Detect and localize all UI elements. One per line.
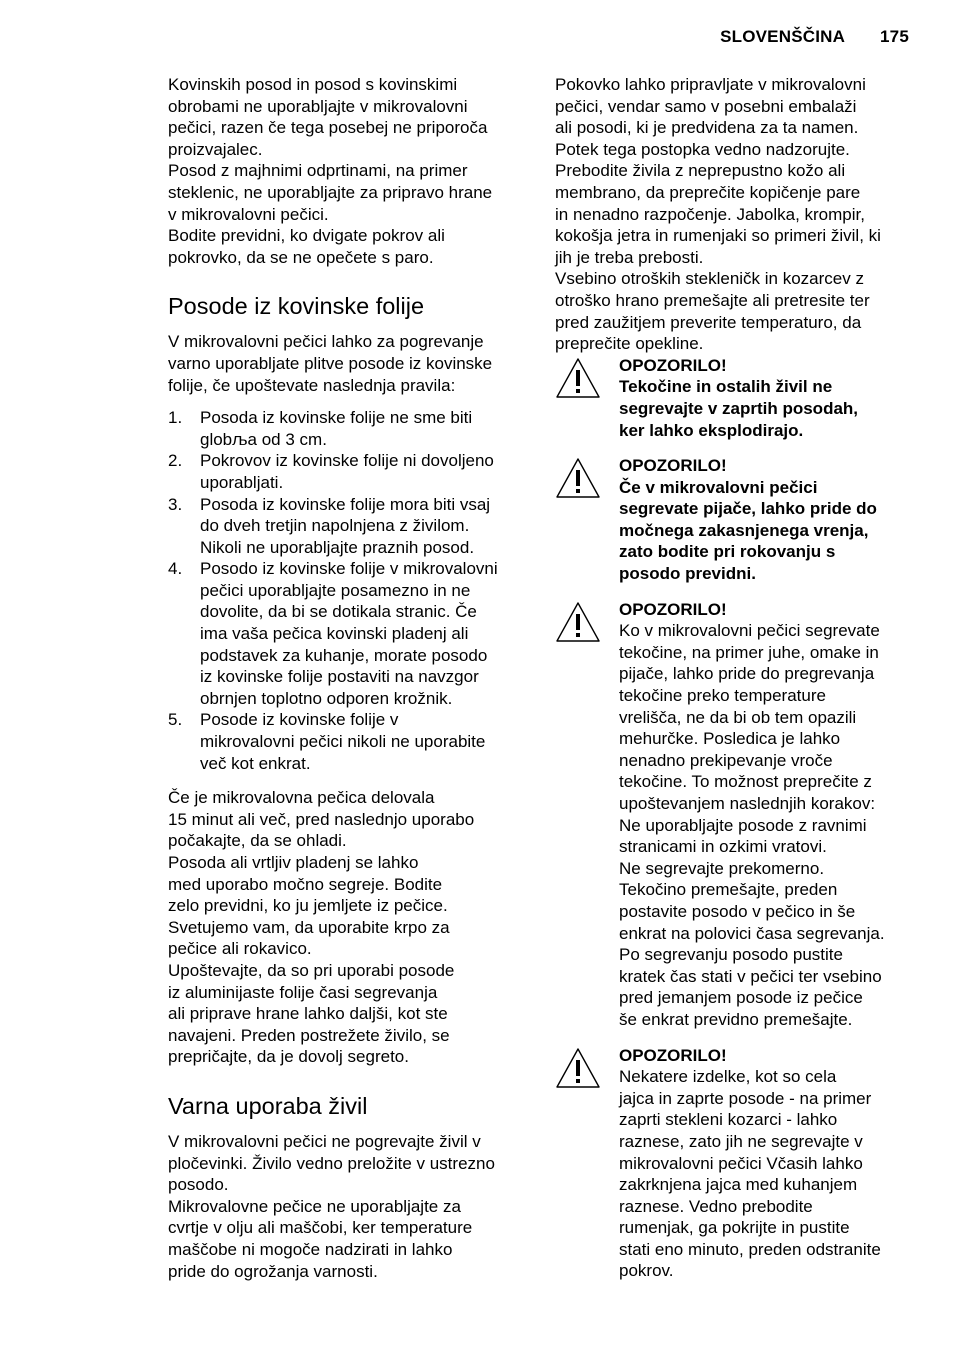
cooling-paragraph: Če je mikrovalovna pečica delovala 15 minut ali več, pred naslednjo uporabo počakajte, da se ohladi. Posoda ali vrtljiv pladenj se lahko med uporabo močno segreje. Bodite zelo previdni, ko ju jemljete iz pečice. Svetujemo vam, da uporabite krpo za pečice ali rokavico. Upoštevajte, da so pri uporabi posode iz aluminijaste folije časi segrevanja ali priprave hrane lahko daljši, kot ste navajeni. Preden postrežete živilo, se prepričajte, da je dovolj segreto.	[168, 788, 475, 1067]
left-column	[168, 74, 524, 1282]
warning-text: Ko v mikrovalovni pečici segrevate tekočine, na primer juhe, omake in pijače, lahko pride do pregrevanja tekočine preko temperature vrelišča, ne da bi ob tem opazili mehurčke. Posledica je lahko nenadno prekipevanje vroče tekočine. To možnost preprečite z upoštevanjem naslednjih korakov: Ne uporabljajte posode z ravnimi stranicami in ozkimi vratovi. Ne segrevajte prekomerno. Tekočino premešajte, preden postavite posodo v pečico in še enkrat na polovici časa segrevanja. Po segrevanju posodo pustite kratek čas stati v pečici ter vsebino pred jemanjem posode iz pečice še enkrat previdno premešajte.	[619, 621, 885, 1029]
warning-title: OPOZORILO!	[619, 456, 727, 476]
warning-text: Tekočine in ostalih živil ne segrevajte v zaprtih posodah, ker lahko eksplodirajo.	[619, 377, 859, 440]
list-item-text: Posode iz kovinske folije v mikrovalovni pečici nikoli ne uporabite več kot enkrat.	[200, 710, 486, 773]
warning-triangle-icon	[555, 601, 601, 643]
list-number: 5.	[168, 710, 183, 730]
intro-paragraph: Kovinskih posod in posod s kovinskimi obrobami ne uporabljajte v mikrovalovni pečici, razen če tega posebej ne priporoča proizvajalec. Posod z majhnimi odprtinami, na primer steklenic, ne uporabljajte za pripravo hrane v mikrovalovni pečici. Bodite previdni, ko dvigate pokrov ali pokrovko, da se ne opečete s paro.	[168, 75, 493, 267]
warning-triangle-icon	[555, 457, 601, 499]
list-item-text: Posoda iz kovinske folije ne sme biti globља od 3 cm.	[200, 408, 473, 449]
warning-block	[555, 599, 911, 1031]
list-item	[168, 450, 524, 493]
warning-triangle-icon	[555, 1047, 601, 1089]
warning-block	[555, 455, 911, 585]
list-item-text: Posodo iz kovinske folije v mikrovalovni pečici uporabljajte posamezno in ne dovolite, da bi se dotikala stranic. Če ima vaša pečica kovinski pladenj ali podstavek za kuhanje, morate posodo iz kovinske folije postaviti na navzgor obrnjen toplotno odporen krožnik.	[200, 559, 498, 708]
food-safety-paragraph: V mikrovalovni pečici ne pogrevajte živil v pločevinki. Živilo vedno preložite v ustrezno posodo. Mikrovalovne pečice ne uporabljajte za cvrtje v olju ali maščobi, ker temperature maščobe ni mogoče nadzirati in lahko pride do ogrožanja varnosti.	[168, 1131, 495, 1281]
list-item	[168, 407, 524, 450]
list-number: 1.	[168, 408, 183, 428]
warning-triangle-icon	[555, 357, 601, 399]
warning-text: Nekatere izdelke, kot so cela jajca in zaprte posode - na primer zaprti stekleni kozarci - lahko raznese, zato jih ne segrevajte v mikrovalovni pečici Včasih lahko zakrknjena jajca med kuhanjem raznese. Vedno prebodite rumenjak, ga pokrijte in pustite stati eno minuto, preden odstranite pokrov.	[619, 1067, 881, 1281]
list-item	[168, 709, 524, 774]
warning-text: Če v mikrovalovni pečici segrevate pijače, lahko pride do močnega zakasnjenega vrenja, zato bodite pri rokovanju s posodo previdni.	[619, 477, 877, 584]
list-number: 2.	[168, 451, 183, 471]
page-header	[720, 27, 909, 47]
foil-rules-list	[168, 407, 524, 774]
foil-intro-paragraph: V mikrovalovni pečici lahko za pogrevanje varno uporabljate plitve posode iz kovinske folije, če upoštevate naslednja pravila:	[168, 332, 493, 395]
popcorn-paragraph: Pokovko lahko pripravljate v mikrovalovni pečici, vendar samo v posebni embalaži ali posodi, ki je predvidena za ta namen. Potek tega postopka vedno nadzorujte. Prebodite živila z neprepustno kožo ali membrano, da preprečite kopičenje pare in nenadno razpočenje. Jabolka, krompir, kokošja jetra in rumenjaki so primeri živil, ki jih je treba prebosti. Vsebino otroških stekleničk in kozarcev z otroško hrano premešajte ali pretresite ter pred zaužitjem preverite temperaturo, da preprečite opekline.	[555, 75, 881, 354]
warning-block	[555, 1045, 911, 1283]
list-number: 4.	[168, 559, 183, 579]
warning-title: OPOZORILO!	[619, 355, 727, 375]
warning-title: OPOZORILO!	[619, 1045, 727, 1065]
language-label: SLOVENŠČINA	[720, 27, 846, 46]
page-number: 175	[880, 27, 909, 46]
list-item-text: Pokrovov iz kovinske folije ni dovoljeno uporabljati.	[200, 451, 494, 492]
warning-title: OPOZORILO!	[619, 599, 727, 619]
list-item-text: Posoda iz kovinske folije mora biti vsaj do dveh tretjin napolnjena z živilom. Nikoli ne uporabljajte praznih posod.	[200, 494, 491, 557]
right-column	[555, 74, 911, 1296]
list-item	[168, 494, 524, 559]
section-heading-foil: Posode iz kovinske folije	[168, 293, 425, 320]
list-number: 3.	[168, 494, 183, 514]
list-item	[168, 558, 524, 709]
warning-block	[555, 355, 911, 441]
section-heading-food-safety: Varna uporaba živil	[168, 1092, 368, 1119]
